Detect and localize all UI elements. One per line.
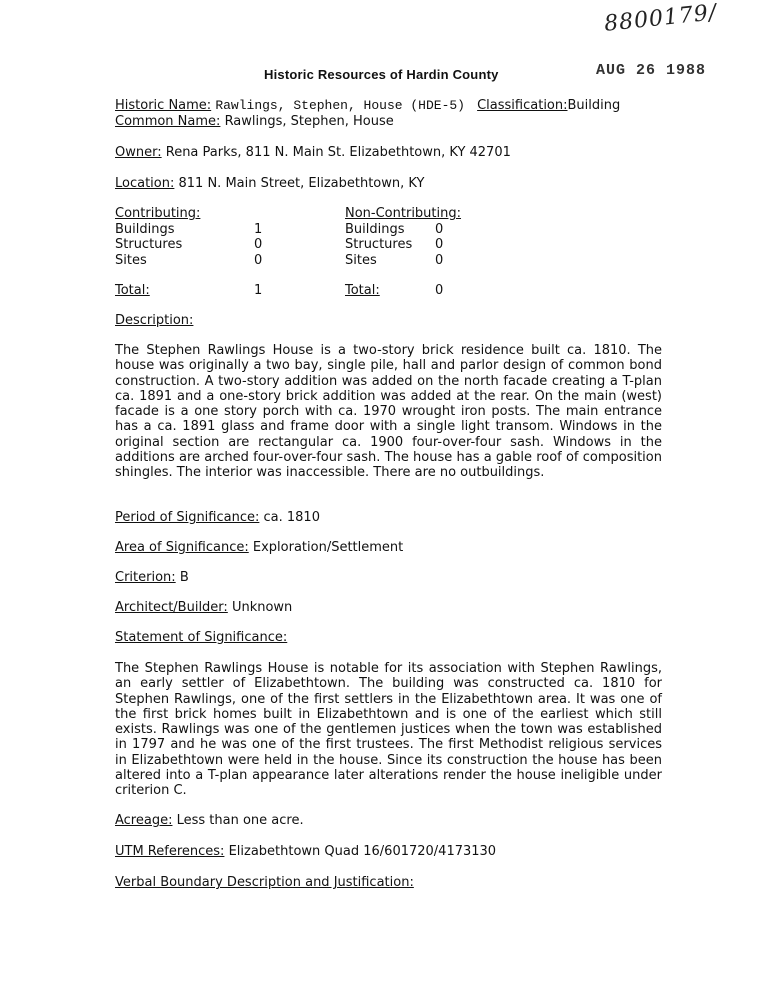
description-heading: Description: [115,313,194,328]
contributing-counts [254,222,262,269]
received-date-stamp: AUG 26 1988 [596,62,707,79]
common-name-label: Common Name: [115,114,221,129]
contributing-row-count: 1 [254,221,263,237]
acreage-value: Less than one acre. [176,813,304,828]
area-row [115,540,403,555]
location-row [115,176,424,191]
description-text: The Stephen Rawlings House is a two-story brick residence built ca. 1810. The house was originally a two bay, single pile, hall and parlor design of common bond construction. A two-story addition was added on the north facade creating a T-plan ca. 1891 and a one-story brick addition was added at the rear. On the main (west) facade is a one story porch with ca. 1970 wrought iron posts. The main entrance has a ca. 1891 glass and frame door with a single light transom. Windows in the original section are rectangular ca. 1900 four-over-four sash. Windows in the additions are arched four-over-four sash. The house has a gable roof of composition shingles. The interior was inaccessible. There are no outbuildings. [115,343,662,481]
significance-text: The Stephen Rawlings House is notable for its association with Stephen Rawlings, an early settler of Elizabethtown. The building was constructed ca. 1810 for Stephen Rawlings, one of the first settlers in the Elizabethtown area. It was one of the first brick homes built in Elizabethtown and is one of the earliest which still exists. Rawlings was one of the gentlemen justices when the town was established in 1797 and he was one of the first trustees. The first Methodist religious services in Elizabethtown were held in the house. Since its construction the house has been altered into a T-plan appearance later alterations render the house ineligible under criterion C. [115,661,662,799]
architect-label: Architect/Builder: [115,600,228,615]
period-value: ca. 1810 [263,510,320,525]
contributing-total-value: 1 [254,283,263,298]
handwritten-id-number: 8800179/ [603,0,719,37]
classification-value: Building [567,98,621,113]
historic-name-value: Rawlings, Stephen, House (HDE-5) [215,98,465,113]
architect-value: Unknown [231,600,293,615]
non-contributing-total-label: Total: [345,283,380,298]
owner-row [115,145,511,160]
period-row [115,510,320,525]
boundary-heading: Verbal Boundary Description and Justification: [115,875,414,890]
non-contributing-row-count: 0 [435,252,444,268]
common-name-value: Rawlings, Stephen, House [224,114,394,129]
page-title: Historic Resources of Hardin County [264,67,499,82]
non-contributing-total-value: 0 [435,283,444,298]
historic-name-label: Historic Name: [115,98,212,113]
contributing-row-label: Sites [115,252,147,268]
criterion-label: Criterion: [115,570,176,585]
non-contributing-counts [435,222,443,269]
historic-name-row [115,98,620,113]
acreage-label: Acreage: [115,813,173,828]
contributing-labels [115,206,200,268]
location-label: Location: [115,176,175,191]
area-label: Area of Significance: [115,540,249,555]
non-contributing-heading: Non-Contributing: [345,206,462,221]
contributing-row-label: Buildings [115,221,175,237]
classification-label: Classification: [477,98,568,113]
contributing-row-count: 0 [254,252,263,268]
criterion-row [115,570,189,585]
non-contributing-row-label: Sites [345,252,377,268]
non-contributing-row-count: 0 [435,237,444,252]
utm-label: UTM References: [115,844,225,859]
location-value: 811 N. Main Street, Elizabethtown, KY [178,176,425,191]
non-contributing-row-label: Buildings [345,221,405,237]
significance-heading: Statement of Significance: [115,630,288,645]
contributing-heading: Contributing: [115,206,201,221]
non-contributing-row-label: Structures [345,237,413,252]
contributing-total-label: Total: [115,283,150,298]
utm-row [115,844,496,859]
area-value: Exploration/Settlement [252,540,404,555]
utm-value: Elizabethtown Quad 16/601720/4173130 [228,844,497,859]
acreage-row [115,813,304,828]
owner-label: Owner: [115,145,162,160]
contributing-row-count: 0 [254,237,263,252]
criterion-value: B [179,570,189,585]
architect-row [115,600,292,615]
owner-value: Rena Parks, 811 N. Main St. Elizabethtown, KY 42701 [165,145,511,160]
period-label: Period of Significance: [115,510,260,525]
non-contributing-labels [345,206,461,268]
non-contributing-row-count: 0 [435,221,444,237]
common-name-row [115,114,394,129]
contributing-row-label: Structures [115,237,183,252]
